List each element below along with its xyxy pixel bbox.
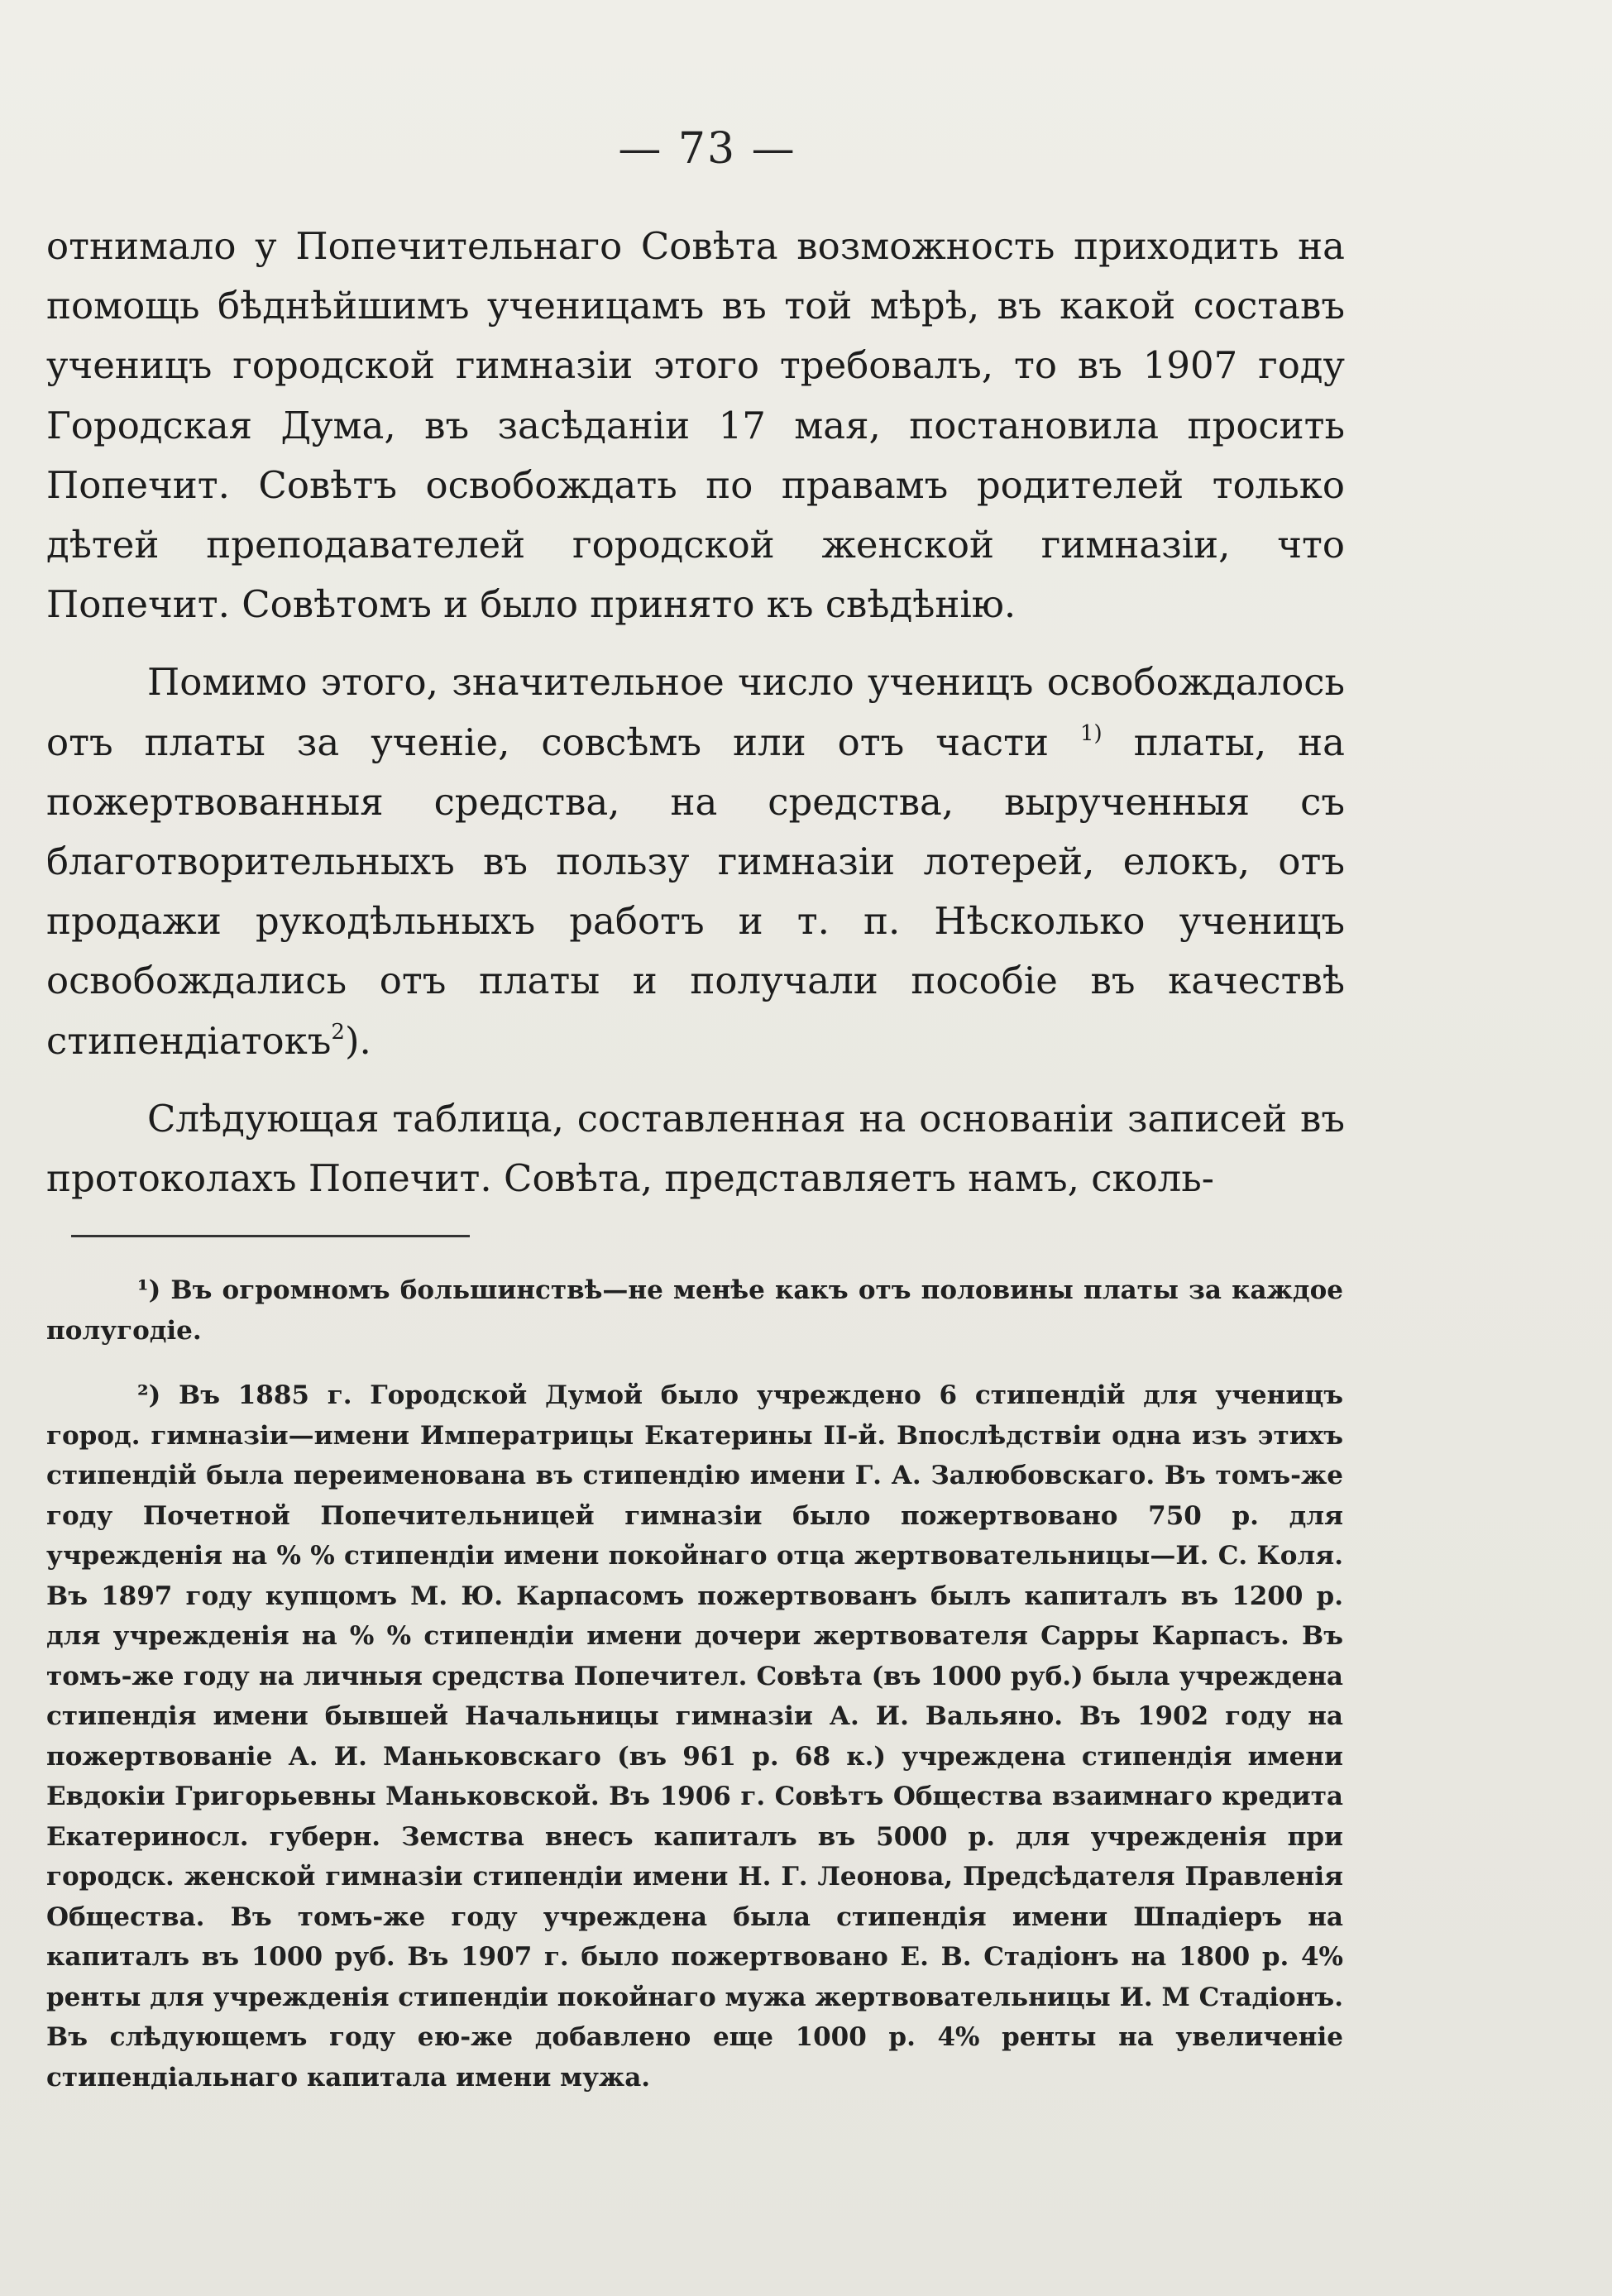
paragraph-2-text-b: платы, на пожертвованныя средства, на средства, вырученныя съ благотворительныхъ въ пользу гимназiи лотерей, елокъ, отъ продажи рукодѣльныхъ работъ и т. п. Нѣсколько ученицъ освобождались отъ платы и получали пособiе въ качествѣ стипендiатокъ [46,720,1345,1063]
main-text [46,217,1345,1208]
paragraph-2-text-a: Помимо этого, значительное число ученицъ освобождалось отъ платы за ученiе, совсѣмъ или отъ части [46,660,1345,764]
footnote-ref-1: 1) [1080,720,1103,746]
page-number: — 73 — [618,124,796,174]
paragraph-1: отнимало у Попечительнаго Совѣта возможность приходить на помощь бѣднѣйшимъ ученицамъ въ той мѣрѣ, въ какой составъ ученицъ городской гимназiи этого требовалъ, то въ 1907 году Городская Дума, въ засѣданiи 17 мая, постановила просить Попечит. Совѣтъ освобождать по правамъ родителей только дѣтей преподавателей городской женской гимназiи, что Попечит. Совѣтомъ и было принято къ свѣдѣнiю. [46,224,1345,627]
footnote-2: ²) Въ 1885 г. Городской Думой было учреждено 6 стипендiй для ученицъ город. гимназiи—имени Императрицы Екатерины II-й. Впослѣдствiи одна изъ этихъ стипендiй была переименована въ стипендiю имени Г. А. Залюбовскаго. Въ томъ-же году Почетной Попечительницей гимназiи было пожертвовано 750 р. для учрежденiя на % % стипендiи имени покойнаго отца жертвовательницы—И. С. Коля. Въ 1897 году купцомъ М. Ю. Карпасомъ пожертвованъ былъ капиталъ въ 1200 р. для учрежденiя на % % стипендiи имени дочери жертвователя Сарры Карпасъ. Въ томъ-же году на личныя средства Попечител. Совѣта (въ 1000 руб.) была учреждена стипендiя имени бывшей Начальницы гимназiи А. И. Вальяно. Въ 1902 году на пожертвованiе А. И. Маньковскаго (въ 961 р. 68 к.) учреждена стипендiя имени Евдокiи Григорьевны Маньковской. Въ 1906 г. Совѣтъ Общества взаимнаго кредита Екатериносл. губерн. Земства внесъ капиталъ въ 5000 р. для учрежденiя при городск. женской гимназiи стипендiи имени Н. Г. Леонова, Предсѣдателя Правленiя Общества. Въ томъ-же году учреждена была стипендiя имени Шпадiеръ на капиталъ въ 1000 руб. Въ 1907 г. было пожертвовано Е. В. Стадiонъ на 1800 р. 4% ренты для учрежденiя стипендiи покойнаго мужа жертвовательницы И. М Стадiонъ. Въ слѣдующемъ году ею-же добавлено еще 1000 р. 4% ренты на увеличенiе стипендiальнаго капитала имени мужа. [46,1380,1343,2093]
footnotes [46,1270,1343,2097]
paragraph-2-text-c: ). [344,1018,371,1063]
paragraph-3: Слѣдующая таблица, составленная на основанiи записей въ протоколахъ Попечит. Совѣта, представляетъ намъ, сколь- [46,1096,1345,1201]
paragraph-2 [46,653,1345,1070]
footnote-divider [71,1235,470,1237]
footnote-ref-2: 2 [331,1019,345,1045]
footnote-1: ¹) Въ огромномъ большинствѣ—не менѣе какъ отъ половины платы за каждое полугодiе. [46,1275,1343,1346]
